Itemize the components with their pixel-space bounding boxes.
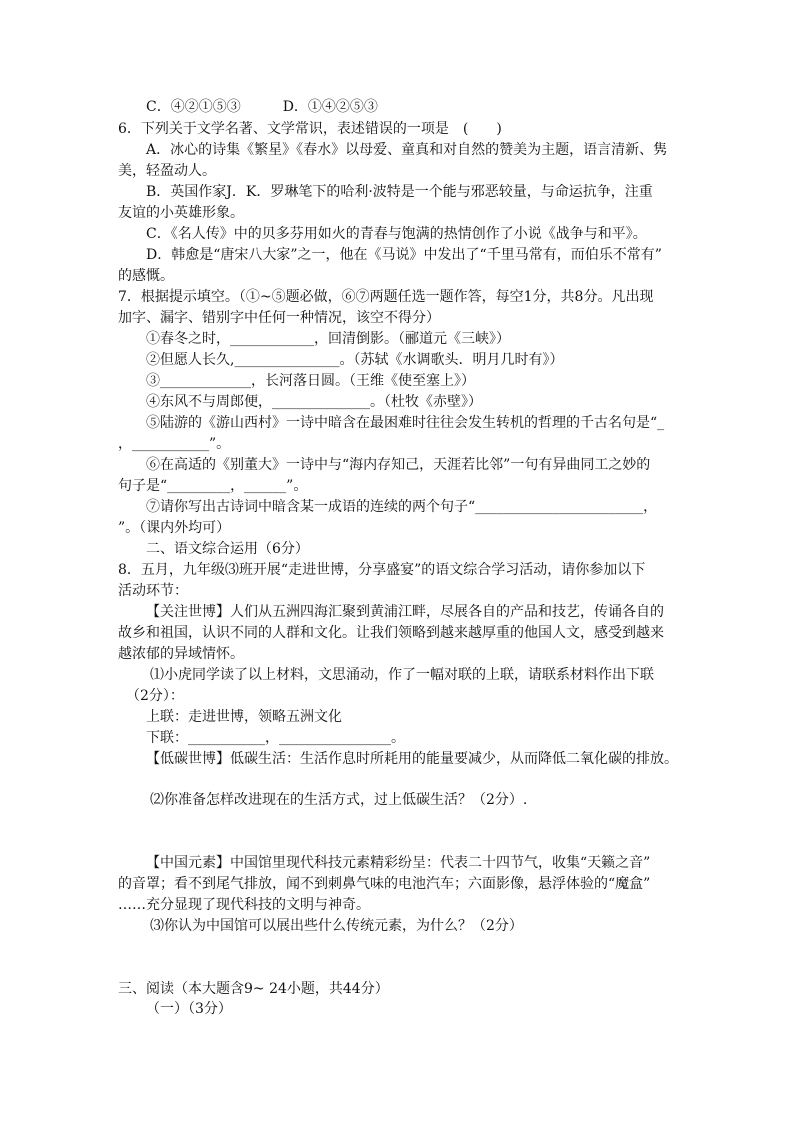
q8-sub2: ⑵你准备怎样改进现在的生活方式，过上低碳生活？（2分）. [150, 792, 528, 808]
q7-item-6-line2: 句子是“_________，______”。 [118, 478, 308, 494]
q8-stem-line2: 活动环节： [118, 583, 188, 599]
q6-option-d-line2: 的感慨。 [118, 268, 174, 284]
q7-item-6-line1: ⑥在高适的《别董大》一诗中与“海内存知己，天涯若比邻”一句有异曲同工之妙的 [146, 457, 651, 473]
q7-item-5-line1: ⑤陆游的《游山西村》一诗中暗含在最困难时往往会发生转机的哲理的千古名句是“_ [146, 415, 665, 431]
q6-option-d-line1: D．韩愈是“唐宋八大家”之一，他在《马说》中发出了“千里马常有，而伯乐不常有” [146, 247, 662, 263]
q7-item-1: ①春冬之时，____________，回清倒影。（郦道元《三峡》） [146, 331, 510, 347]
q8-stem-line1: 8．五月，九年级⑶班开展“走进世博，分享盛宴”的语文综合学习活动，请你参加以下 [118, 562, 646, 578]
q8-material1-line3: 越浓郁的异域情怀。 [118, 646, 244, 662]
section-2-heading: 二、语文综合运用（6分） [146, 541, 309, 557]
q6-option-c: C．《名人传》中的贝多芬用如火的青春与饱满的热情创作了小说《战争与和平》。 [146, 226, 647, 242]
q8-couplet-upper: 上联：走进世博，领略五洲文化 [146, 709, 342, 725]
section-3-heading: 三、阅读（本大题含9~ 24小题，共44分） [118, 981, 389, 997]
q7-stem-line1: 7．根据提示填空。（①~⑤题必做，⑥⑦两题任选一题作答，每空1分，共8分。凡出现 [118, 289, 654, 305]
q6-option-b-line2: 友谊的小英雄形象。 [118, 205, 244, 221]
q8-material1-line1: 【关注世博】人们从五洲四海汇聚到黄浦江畔，尽展各自的产品和技艺，传诵各自的 [146, 604, 664, 620]
q8-sub3: ⑶你认为中国馆可以展出些什么传统元素，为什么？（2分） [150, 918, 523, 934]
q8-material3-line3: ……充分显现了现代科技的文明与神奇。 [118, 897, 370, 913]
q8-material1-line2: 故乡和祖国，认识不同的人群和文化。让我们领略到越来越厚重的他国人文，感受到越来 [118, 625, 664, 641]
q7-stem-line2: 加字、漏字、错别字中任何一种情况，该空不得分） [118, 310, 440, 326]
q5-option-cd: C．④②①⑤③ D．①④②⑤③ [146, 99, 378, 115]
q6-option-b-line1: B．英国作家J．K．罗琳笔下的哈利·波特是一个能与邪恶较量，与命运抗争，注重 [146, 184, 653, 200]
q7-item-7-line1: ⑦请你写出古诗词中暗含某一成语的连续的两个句子“________________________， [146, 499, 658, 515]
q8-material3-line2: 的音罩；看不到尾气排放，闻不到刺鼻气味的电池汽车；六面影像，悬浮体验的“魔盒” [118, 876, 651, 892]
q8-couplet-lower: 下联：___________，________________。 [146, 730, 405, 746]
q6-stem: 6．下列关于文学名著、文学常识，表述错误的一项是 ( ) [118, 121, 502, 137]
q7-item-7-line2: ”。（课内外均可） [118, 520, 231, 536]
q7-item-3: ③_____________，长河落日圆。（王维《使至塞上》） [146, 373, 475, 389]
q7-item-2: ②但愿人长久,_______________。（苏轼《水调歌头．明月几时有》） [146, 352, 564, 368]
q7-item-5-line2: ，___________”。 [118, 436, 231, 452]
q8-material2: 【低碳世博】低碳生活：生活作息时所耗用的能量要减少，从而降低二氧化碳的排放。 [146, 751, 678, 767]
q7-item-4: ④东风不与周郎便，______________。（杜牧《赤壁》） [146, 394, 482, 410]
q8-sub1-line1: ⑴小虎同学读了以上材料，文思涌动，作了一幅对联的上联，请联系材料作出下联 [150, 667, 654, 683]
q8-material3-line1: 【中国元素】中国馆里现代科技元素精彩纷呈：代表二十四节气，收集“天籁之音” [146, 855, 651, 871]
q6-option-a-line1: A．冰心的诗集《繁星》《春水》以母爱、童真和对自然的赞美为主题，语言清新、隽 [146, 142, 668, 158]
q6-option-a-line2: 美，轻盈动人。 [118, 163, 216, 179]
q8-sub1-line2: （2分）： [126, 688, 184, 704]
reading-part-1-heading: （一）（3分） [146, 1001, 232, 1017]
